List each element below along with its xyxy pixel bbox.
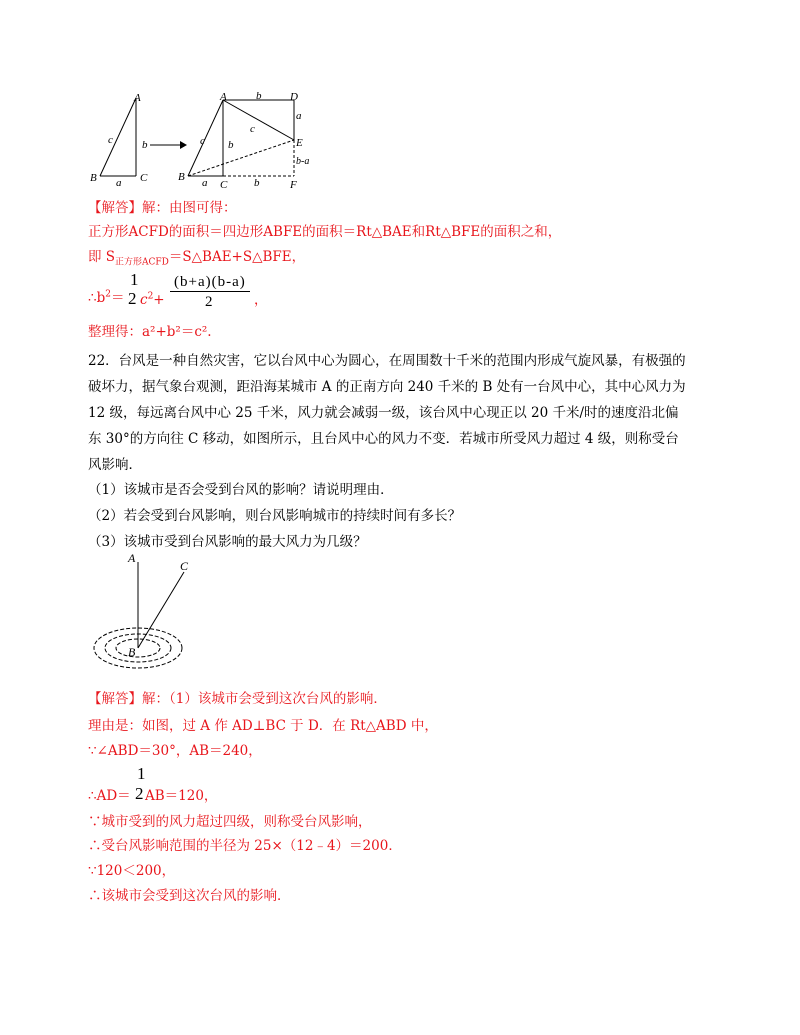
label-right-c-mid: c bbox=[250, 123, 255, 135]
problem22-line3: 12 级，每远离台风中心 25 千米，风力就会减弱一级，该台风中心现正以 20 千米/时的速度沿北偏 bbox=[88, 405, 679, 421]
answer2-head: 【解答】解：（1）该城市会受到这次台风的影响． bbox=[88, 691, 387, 707]
label-left-a: a bbox=[116, 177, 122, 189]
label-right-c-left: c bbox=[200, 135, 205, 147]
problem22-line2: 破坏力，据气象台观测，距沿海某城市 A 的正南方向 240 千米的 B 处有一台风中心，其中心风力为 bbox=[88, 379, 686, 395]
answer2-half-den: 2 bbox=[135, 784, 144, 803]
answer1-line2-sub: 正方形ACFD bbox=[115, 257, 169, 268]
answer2-therefore2: ∴该城市会受到这次台风的影响． bbox=[88, 888, 291, 904]
answer1-line2-pre: 即 S bbox=[88, 249, 116, 265]
problem22-line1: 22．台风是一种自然灾害，它以台风中心为圆心，在周围数十千米的范围内形成气旋风暴，有极强的 bbox=[88, 353, 686, 369]
answer2-because3: ∵120＜200， bbox=[88, 863, 176, 879]
problem22-q2: （2）若会受到台风影响，则台风影响城市的持续时间有多长？ bbox=[88, 508, 462, 524]
answer1-c-exp: 2 bbox=[147, 291, 154, 302]
answer2-therefore1: ∴受台风影响范围的半径为 25×（12﹣4）＝200． bbox=[88, 838, 402, 854]
label-right-A: A bbox=[220, 91, 227, 103]
label-fig2-C: C bbox=[180, 559, 189, 573]
answer2-ad-pre: ∴AD＝ bbox=[88, 788, 131, 804]
label-fig2-B: B bbox=[128, 645, 136, 659]
label-right-B: B bbox=[178, 171, 185, 183]
label-right-C: C bbox=[220, 179, 228, 191]
answer2-half-num: 1 bbox=[137, 764, 146, 783]
answer2-reason: 理由是：如图，过 A 作 AD⊥BC 于 D．在 Rt△ABD 中， bbox=[88, 718, 438, 734]
answer1-line4: 整理得：a²+b²＝c². bbox=[88, 324, 212, 340]
label-right-D: D bbox=[290, 91, 298, 103]
answer1-big-num: (b+a)(b-a) bbox=[174, 274, 246, 290]
answer1-head: 【解答】解：由图可得： bbox=[88, 200, 237, 216]
answer2-because2: ∵城市受到的风力超过四级，则称受台风影响， bbox=[88, 814, 372, 830]
problem22-q1: （1）该城市是否会受到台风的影响？请说明理由． bbox=[88, 482, 394, 498]
answer1-c2 bbox=[140, 290, 165, 310]
label-right-b-minus-a: b-a bbox=[296, 156, 310, 167]
answer1-line1-text: 正方形ACFD的面积＝四边形ABFE的面积＝Rt△BAE和Rt△BFE的面积之和， bbox=[88, 224, 562, 240]
answer1-plus: + bbox=[153, 292, 165, 308]
label-right-b-bottom: b bbox=[254, 177, 260, 189]
answer1-line2 bbox=[88, 247, 305, 267]
answer1-line2-post: ＝S△BAE+S△BFE， bbox=[168, 249, 306, 265]
label-right-a-bottom: a bbox=[202, 177, 208, 189]
answer1-c: c bbox=[140, 292, 148, 308]
label-right-E: E bbox=[296, 137, 303, 149]
answer1-line3-pre bbox=[88, 288, 124, 308]
label-right-b-top: b bbox=[256, 90, 262, 102]
answer1-half-num: 1 bbox=[130, 270, 139, 289]
answer1-line1 bbox=[88, 222, 561, 242]
problem22-line5: 风影响． bbox=[88, 457, 142, 473]
label-left-c: c bbox=[108, 134, 113, 146]
answer1-b-exp: 2 bbox=[105, 289, 111, 300]
pythagoras-figure bbox=[88, 88, 328, 192]
label-left-B: B bbox=[90, 172, 97, 184]
answer2-ad-post: AB＝120， bbox=[145, 788, 218, 804]
label-left-b: b bbox=[142, 139, 148, 151]
label-left-A: A bbox=[134, 92, 141, 104]
problem22-line4: 东 30°的方向往 C 移动，如图所示，且台风中心的风力不变．若城市所受风力超过 4 级，则称受台 bbox=[88, 431, 679, 447]
label-left-C: C bbox=[140, 172, 148, 184]
label-right-a-right: a bbox=[296, 110, 302, 122]
label-right-F: F bbox=[290, 179, 297, 191]
problem22-q3: （3）该城市受到台风影响的最大风力为几级？ bbox=[88, 534, 367, 550]
label-right-b-mid: b bbox=[228, 139, 234, 151]
label-fig2-A: A bbox=[128, 551, 136, 565]
answer1-b: ∴b bbox=[88, 290, 106, 306]
answer1-big-den: 2 bbox=[205, 294, 213, 310]
answer1-half-den: 2 bbox=[128, 289, 137, 308]
answer1-eq: ＝ bbox=[110, 290, 125, 306]
typhoon-figure bbox=[88, 548, 268, 678]
answer1-comma: ， bbox=[254, 292, 268, 308]
answer1-frac-bar bbox=[170, 291, 250, 292]
answer2-because1: ∵∠ABD＝30°，AB＝240， bbox=[88, 743, 262, 759]
